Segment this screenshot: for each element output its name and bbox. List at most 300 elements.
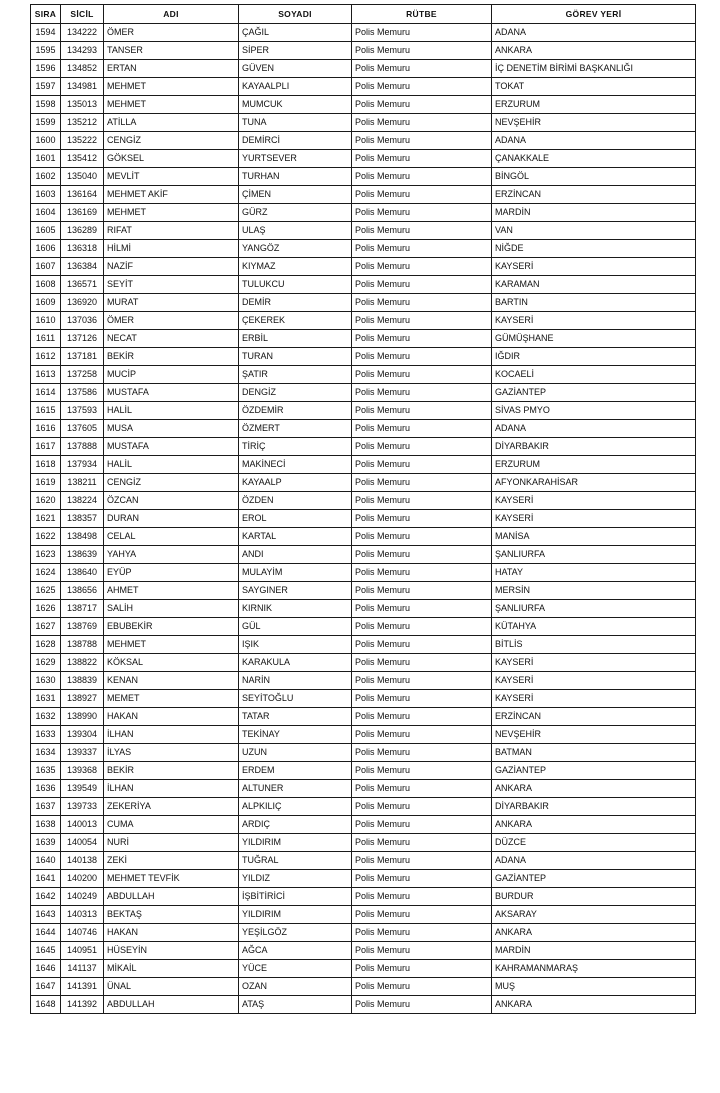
cell-adi: İLHAN [104, 780, 239, 798]
cell-sicil: 135222 [61, 132, 104, 150]
cell-sira: 1614 [31, 384, 61, 402]
cell-sicil: 138927 [61, 690, 104, 708]
cell-sicil: 135212 [61, 114, 104, 132]
cell-gorev-yeri: AFYONKARAHİSAR [492, 474, 696, 492]
cell-adi: MEHMET [104, 96, 239, 114]
cell-sicil: 135013 [61, 96, 104, 114]
cell-sira: 1611 [31, 330, 61, 348]
table-row [31, 582, 696, 600]
cell-rutbe: Polis Memuru [352, 330, 492, 348]
cell-soyadi: MUMCUK [239, 96, 352, 114]
cell-sira: 1596 [31, 60, 61, 78]
cell-gorev-yeri: ERZİNCAN [492, 186, 696, 204]
cell-sicil: 134222 [61, 24, 104, 42]
cell-rutbe: Polis Memuru [352, 384, 492, 402]
cell-adi: HALİL [104, 402, 239, 420]
cell-sicil: 138822 [61, 654, 104, 672]
cell-soyadi: NARİN [239, 672, 352, 690]
cell-sira: 1620 [31, 492, 61, 510]
cell-rutbe: Polis Memuru [352, 150, 492, 168]
cell-sira: 1605 [31, 222, 61, 240]
cell-gorev-yeri: VAN [492, 222, 696, 240]
cell-adi: CELAL [104, 528, 239, 546]
cell-sicil: 140138 [61, 852, 104, 870]
cell-sira: 1622 [31, 528, 61, 546]
table-row [31, 42, 696, 60]
table-header-row [31, 5, 696, 24]
cell-rutbe: Polis Memuru [352, 834, 492, 852]
cell-soyadi: ÇEKEREK [239, 312, 352, 330]
cell-sira: 1625 [31, 582, 61, 600]
cell-sicil: 138839 [61, 672, 104, 690]
table-row [31, 690, 696, 708]
cell-sira: 1600 [31, 132, 61, 150]
cell-sira: 1646 [31, 960, 61, 978]
cell-sicil: 136169 [61, 204, 104, 222]
cell-rutbe: Polis Memuru [352, 186, 492, 204]
cell-rutbe: Polis Memuru [352, 564, 492, 582]
cell-adi: SEYİT [104, 276, 239, 294]
cell-sicil: 138640 [61, 564, 104, 582]
cell-sira: 1616 [31, 420, 61, 438]
cell-adi: KÖKSAL [104, 654, 239, 672]
cell-soyadi: YEŞİLGÖZ [239, 924, 352, 942]
table-row [31, 978, 696, 996]
cell-sicil: 137586 [61, 384, 104, 402]
cell-adi: HAKAN [104, 708, 239, 726]
cell-rutbe: Polis Memuru [352, 546, 492, 564]
cell-rutbe: Polis Memuru [352, 978, 492, 996]
table-row [31, 150, 696, 168]
cell-gorev-yeri: ANKARA [492, 816, 696, 834]
cell-rutbe: Polis Memuru [352, 60, 492, 78]
cell-sira: 1632 [31, 708, 61, 726]
cell-adi: MUCİP [104, 366, 239, 384]
cell-soyadi: TUĞRAL [239, 852, 352, 870]
cell-gorev-yeri: AKSARAY [492, 906, 696, 924]
cell-gorev-yeri: ERZURUM [492, 96, 696, 114]
cell-gorev-yeri: IĞDIR [492, 348, 696, 366]
cell-sicil: 139549 [61, 780, 104, 798]
cell-soyadi: SİPER [239, 42, 352, 60]
cell-adi: ZEKERİYA [104, 798, 239, 816]
cell-rutbe: Polis Memuru [352, 618, 492, 636]
table-row [31, 384, 696, 402]
table-row [31, 474, 696, 492]
cell-soyadi: TURHAN [239, 168, 352, 186]
cell-rutbe: Polis Memuru [352, 114, 492, 132]
cell-adi: MURAT [104, 294, 239, 312]
cell-gorev-yeri: ADANA [492, 132, 696, 150]
table-body [31, 24, 696, 1014]
table-row [31, 114, 696, 132]
cell-adi: ÖMER [104, 312, 239, 330]
cell-adi: SALİH [104, 600, 239, 618]
cell-rutbe: Polis Memuru [352, 474, 492, 492]
cell-rutbe: Polis Memuru [352, 924, 492, 942]
cell-sicil: 139304 [61, 726, 104, 744]
cell-gorev-yeri: GÜMÜŞHANE [492, 330, 696, 348]
cell-rutbe: Polis Memuru [352, 366, 492, 384]
cell-gorev-yeri: NEVŞEHİR [492, 726, 696, 744]
cell-soyadi: YILDIRIM [239, 906, 352, 924]
cell-sicil: 137126 [61, 330, 104, 348]
cell-gorev-yeri: KAYSERİ [492, 492, 696, 510]
cell-soyadi: DEMİR [239, 294, 352, 312]
cell-soyadi: GÜRZ [239, 204, 352, 222]
cell-gorev-yeri: ANKARA [492, 780, 696, 798]
cell-adi: HAKAN [104, 924, 239, 942]
cell-adi: MUSTAFA [104, 384, 239, 402]
cell-sicil: 136571 [61, 276, 104, 294]
cell-soyadi: ERDEM [239, 762, 352, 780]
cell-rutbe: Polis Memuru [352, 24, 492, 42]
table-row [31, 186, 696, 204]
cell-adi: ABDULLAH [104, 888, 239, 906]
cell-rutbe: Polis Memuru [352, 258, 492, 276]
cell-adi: NECAT [104, 330, 239, 348]
cell-gorev-yeri: ERZURUM [492, 456, 696, 474]
header-sicil: SİCİL [61, 5, 104, 24]
cell-gorev-yeri: ERZİNCAN [492, 708, 696, 726]
cell-gorev-yeri: DİYARBAKIR [492, 798, 696, 816]
table-row [31, 888, 696, 906]
cell-sira: 1624 [31, 564, 61, 582]
cell-sicil: 138498 [61, 528, 104, 546]
cell-sira: 1621 [31, 510, 61, 528]
cell-sira: 1610 [31, 312, 61, 330]
cell-gorev-yeri: KAHRAMANMARAŞ [492, 960, 696, 978]
cell-soyadi: SEYİTOĞLU [239, 690, 352, 708]
cell-soyadi: DENGİZ [239, 384, 352, 402]
cell-gorev-yeri: BARTIN [492, 294, 696, 312]
cell-adi: MEHMET [104, 78, 239, 96]
cell-sira: 1626 [31, 600, 61, 618]
cell-sicil: 137888 [61, 438, 104, 456]
table-row [31, 780, 696, 798]
cell-adi: BEKİR [104, 762, 239, 780]
cell-adi: MİKAİL [104, 960, 239, 978]
cell-sira: 1629 [31, 654, 61, 672]
cell-gorev-yeri: KARAMAN [492, 276, 696, 294]
cell-rutbe: Polis Memuru [352, 492, 492, 510]
table-row [31, 924, 696, 942]
cell-rutbe: Polis Memuru [352, 582, 492, 600]
cell-rutbe: Polis Memuru [352, 312, 492, 330]
table-row [31, 438, 696, 456]
cell-sira: 1608 [31, 276, 61, 294]
cell-sicil: 138769 [61, 618, 104, 636]
cell-rutbe: Polis Memuru [352, 96, 492, 114]
cell-sira: 1645 [31, 942, 61, 960]
cell-soyadi: KAYAALP [239, 474, 352, 492]
cell-gorev-yeri: İÇ DENETİM BİRİMİ BAŞKANLIĞI [492, 60, 696, 78]
cell-gorev-yeri: ADANA [492, 852, 696, 870]
cell-adi: MEHMET AKİF [104, 186, 239, 204]
cell-sicil: 140054 [61, 834, 104, 852]
cell-adi: HALİL [104, 456, 239, 474]
cell-adi: YAHYA [104, 546, 239, 564]
cell-adi: EBUBEKİR [104, 618, 239, 636]
cell-sira: 1647 [31, 978, 61, 996]
cell-sicil: 141137 [61, 960, 104, 978]
cell-adi: ERTAN [104, 60, 239, 78]
cell-soyadi: YÜCE [239, 960, 352, 978]
cell-sira: 1627 [31, 618, 61, 636]
cell-adi: ÖMER [104, 24, 239, 42]
cell-sicil: 140013 [61, 816, 104, 834]
cell-soyadi: YILDIZ [239, 870, 352, 888]
cell-rutbe: Polis Memuru [352, 672, 492, 690]
cell-adi: MEHMET [104, 636, 239, 654]
cell-gorev-yeri: NİĞDE [492, 240, 696, 258]
cell-sira: 1618 [31, 456, 61, 474]
cell-soyadi: YANGÖZ [239, 240, 352, 258]
cell-sira: 1606 [31, 240, 61, 258]
cell-sicil: 134293 [61, 42, 104, 60]
cell-sira: 1623 [31, 546, 61, 564]
cell-sira: 1643 [31, 906, 61, 924]
table-row [31, 762, 696, 780]
cell-rutbe: Polis Memuru [352, 78, 492, 96]
table-row [31, 60, 696, 78]
cell-soyadi: ÖZDEN [239, 492, 352, 510]
header-gorev-yeri: GÖREV YERİ [492, 5, 696, 24]
table-row [31, 672, 696, 690]
cell-sicil: 136384 [61, 258, 104, 276]
cell-sira: 1638 [31, 816, 61, 834]
cell-adi: MEHMET [104, 204, 239, 222]
cell-soyadi: GÜL [239, 618, 352, 636]
table-row [31, 78, 696, 96]
cell-adi: ÖZCAN [104, 492, 239, 510]
cell-soyadi: ÇİMEN [239, 186, 352, 204]
header-adi: ADI [104, 5, 239, 24]
cell-gorev-yeri: BİNGÖL [492, 168, 696, 186]
cell-adi: GÖKSEL [104, 150, 239, 168]
cell-rutbe: Polis Memuru [352, 960, 492, 978]
cell-sicil: 141392 [61, 996, 104, 1014]
cell-rutbe: Polis Memuru [352, 852, 492, 870]
table-row [31, 366, 696, 384]
cell-adi: HİLMİ [104, 240, 239, 258]
cell-soyadi: ARDIÇ [239, 816, 352, 834]
cell-rutbe: Polis Memuru [352, 240, 492, 258]
cell-sira: 1607 [31, 258, 61, 276]
cell-sira: 1630 [31, 672, 61, 690]
cell-sicil: 137181 [61, 348, 104, 366]
table-row [31, 348, 696, 366]
table-row [31, 258, 696, 276]
cell-gorev-yeri: MERSİN [492, 582, 696, 600]
cell-soyadi: DEMİRCİ [239, 132, 352, 150]
cell-sira: 1636 [31, 780, 61, 798]
cell-sicil: 135040 [61, 168, 104, 186]
cell-adi: BEKTAŞ [104, 906, 239, 924]
table-row [31, 528, 696, 546]
cell-rutbe: Polis Memuru [352, 942, 492, 960]
cell-sira: 1644 [31, 924, 61, 942]
table-row [31, 870, 696, 888]
cell-soyadi: TATAR [239, 708, 352, 726]
cell-rutbe: Polis Memuru [352, 456, 492, 474]
cell-soyadi: SAYGINER [239, 582, 352, 600]
cell-sicil: 135412 [61, 150, 104, 168]
cell-gorev-yeri: KAYSERİ [492, 258, 696, 276]
cell-rutbe: Polis Memuru [352, 690, 492, 708]
cell-rutbe: Polis Memuru [352, 510, 492, 528]
cell-rutbe: Polis Memuru [352, 222, 492, 240]
cell-sira: 1639 [31, 834, 61, 852]
table-row [31, 24, 696, 42]
cell-adi: NAZİF [104, 258, 239, 276]
cell-gorev-yeri: BURDUR [492, 888, 696, 906]
cell-gorev-yeri: MANİSA [492, 528, 696, 546]
cell-sicil: 140951 [61, 942, 104, 960]
cell-sicil: 137258 [61, 366, 104, 384]
cell-sira: 1599 [31, 114, 61, 132]
cell-rutbe: Polis Memuru [352, 438, 492, 456]
cell-sicil: 140200 [61, 870, 104, 888]
cell-gorev-yeri: MARDİN [492, 942, 696, 960]
cell-soyadi: TULUKCU [239, 276, 352, 294]
cell-sira: 1597 [31, 78, 61, 96]
cell-rutbe: Polis Memuru [352, 654, 492, 672]
cell-soyadi: ÇAĞIL [239, 24, 352, 42]
table-row [31, 798, 696, 816]
cell-soyadi: ALTUNER [239, 780, 352, 798]
cell-gorev-yeri: KAYSERİ [492, 510, 696, 528]
cell-adi: MUSA [104, 420, 239, 438]
personnel-list-sheet [30, 4, 695, 1014]
cell-rutbe: Polis Memuru [352, 798, 492, 816]
cell-sicil: 137036 [61, 312, 104, 330]
cell-rutbe: Polis Memuru [352, 762, 492, 780]
cell-rutbe: Polis Memuru [352, 348, 492, 366]
cell-sicil: 134852 [61, 60, 104, 78]
cell-gorev-yeri: GAZİANTEP [492, 384, 696, 402]
cell-soyadi: ÖZDEMİR [239, 402, 352, 420]
cell-sicil: 140746 [61, 924, 104, 942]
cell-rutbe: Polis Memuru [352, 636, 492, 654]
cell-sicil: 138211 [61, 474, 104, 492]
table-row [31, 168, 696, 186]
cell-soyadi: YILDIRIM [239, 834, 352, 852]
cell-sicil: 136318 [61, 240, 104, 258]
table-row [31, 816, 696, 834]
table-row [31, 636, 696, 654]
cell-sicil: 136164 [61, 186, 104, 204]
cell-gorev-yeri: BİTLİS [492, 636, 696, 654]
cell-gorev-yeri: MARDİN [492, 204, 696, 222]
table-row [31, 564, 696, 582]
cell-adi: MUSTAFA [104, 438, 239, 456]
table-row [31, 456, 696, 474]
cell-sira: 1633 [31, 726, 61, 744]
cell-rutbe: Polis Memuru [352, 42, 492, 60]
cell-rutbe: Polis Memuru [352, 168, 492, 186]
cell-adi: MEMET [104, 690, 239, 708]
table-row [31, 852, 696, 870]
cell-adi: DURAN [104, 510, 239, 528]
table-row [31, 312, 696, 330]
cell-adi: EYÜP [104, 564, 239, 582]
personnel-table [30, 4, 696, 1014]
cell-sicil: 141391 [61, 978, 104, 996]
cell-gorev-yeri: DÜZCE [492, 834, 696, 852]
cell-rutbe: Polis Memuru [352, 888, 492, 906]
cell-sira: 1604 [31, 204, 61, 222]
cell-rutbe: Polis Memuru [352, 996, 492, 1014]
cell-adi: MEVLİT [104, 168, 239, 186]
table-row [31, 294, 696, 312]
cell-sira: 1601 [31, 150, 61, 168]
cell-sira: 1641 [31, 870, 61, 888]
cell-soyadi: GÜVEN [239, 60, 352, 78]
cell-adi: NURİ [104, 834, 239, 852]
cell-adi: ÜNAL [104, 978, 239, 996]
cell-gorev-yeri: GAZİANTEP [492, 762, 696, 780]
cell-rutbe: Polis Memuru [352, 780, 492, 798]
cell-rutbe: Polis Memuru [352, 708, 492, 726]
cell-rutbe: Polis Memuru [352, 600, 492, 618]
cell-adi: CUMA [104, 816, 239, 834]
cell-soyadi: MAKİNECİ [239, 456, 352, 474]
cell-sicil: 137593 [61, 402, 104, 420]
cell-rutbe: Polis Memuru [352, 528, 492, 546]
cell-soyadi: KIYMAZ [239, 258, 352, 276]
cell-gorev-yeri: MUŞ [492, 978, 696, 996]
table-row [31, 222, 696, 240]
cell-sira: 1619 [31, 474, 61, 492]
cell-soyadi: UZUN [239, 744, 352, 762]
cell-gorev-yeri: HATAY [492, 564, 696, 582]
cell-sicil: 136920 [61, 294, 104, 312]
cell-sicil: 138717 [61, 600, 104, 618]
cell-gorev-yeri: GAZİANTEP [492, 870, 696, 888]
cell-sicil: 138357 [61, 510, 104, 528]
cell-gorev-yeri: ADANA [492, 24, 696, 42]
cell-soyadi: OZAN [239, 978, 352, 996]
cell-adi: CENGİZ [104, 474, 239, 492]
cell-sira: 1615 [31, 402, 61, 420]
cell-adi: MEHMET TEVFİK [104, 870, 239, 888]
cell-sira: 1603 [31, 186, 61, 204]
cell-soyadi: İŞBİTİRİCİ [239, 888, 352, 906]
cell-sira: 1594 [31, 24, 61, 42]
cell-soyadi: ÖZMERT [239, 420, 352, 438]
table-row [31, 204, 696, 222]
cell-soyadi: KARAKULA [239, 654, 352, 672]
cell-sicil: 138990 [61, 708, 104, 726]
cell-soyadi: TUNA [239, 114, 352, 132]
cell-sira: 1613 [31, 366, 61, 384]
cell-soyadi: AĞCA [239, 942, 352, 960]
cell-sicil: 139337 [61, 744, 104, 762]
cell-adi: ZEKİ [104, 852, 239, 870]
table-row [31, 276, 696, 294]
cell-sicil: 138639 [61, 546, 104, 564]
cell-sicil: 139733 [61, 798, 104, 816]
cell-soyadi: ALPKILIÇ [239, 798, 352, 816]
cell-sicil: 137605 [61, 420, 104, 438]
cell-gorev-yeri: ADANA [492, 420, 696, 438]
cell-rutbe: Polis Memuru [352, 726, 492, 744]
cell-soyadi: ANDI [239, 546, 352, 564]
cell-sicil: 138224 [61, 492, 104, 510]
table-row [31, 726, 696, 744]
table-row [31, 96, 696, 114]
